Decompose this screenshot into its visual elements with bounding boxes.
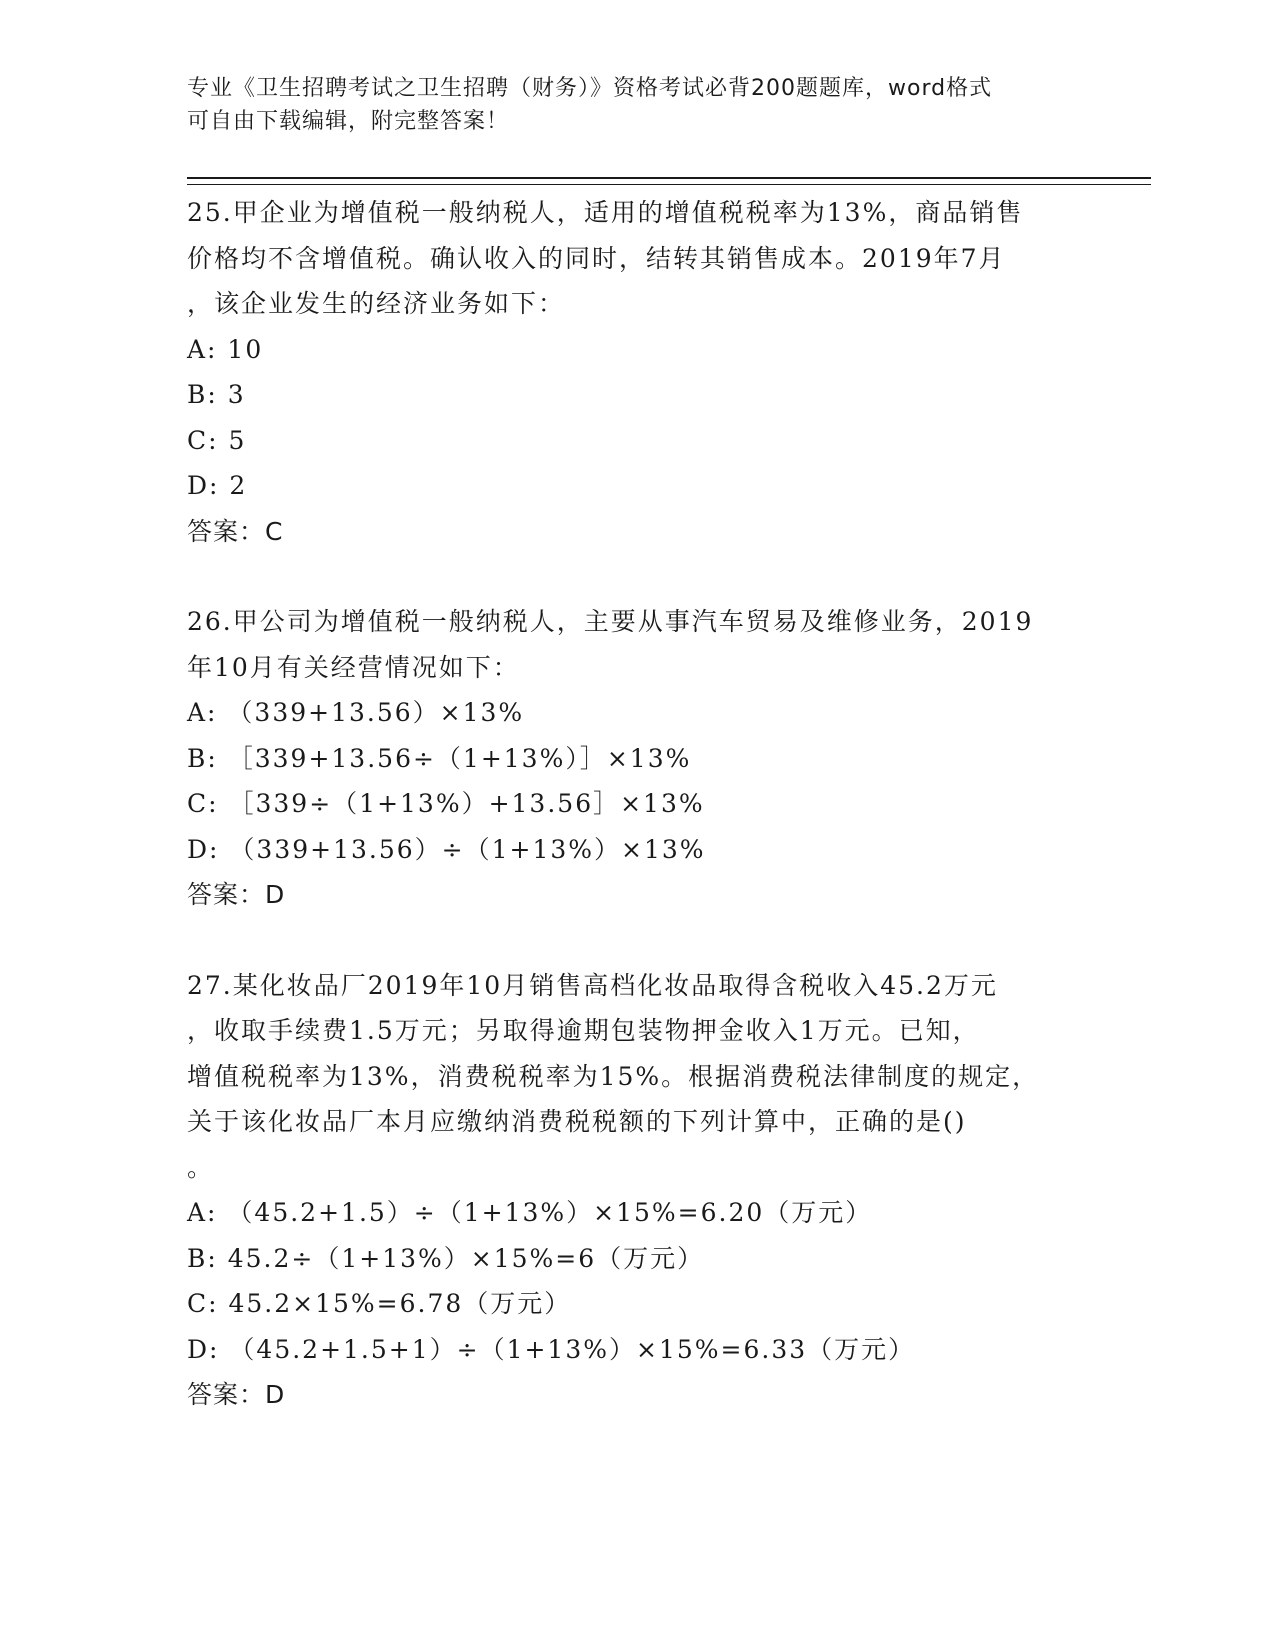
page-header — [187, 72, 1067, 138]
question-25 — [187, 190, 1087, 554]
question-list — [187, 190, 1087, 1463]
header-line-1: 专业《卫生招聘考试之卫生招聘（财务）》资格考试必背200题题库，word格式 — [187, 76, 993, 101]
option-b: B: 3 — [187, 380, 246, 409]
option-d: D: （339+13.56）÷（1+13%）×13% — [187, 834, 706, 864]
question-text-line: 关于该化妆品厂本月应缴纳消费税税额的下列计算中，正确的是() — [187, 1107, 967, 1136]
answer-label: 答案：D — [187, 880, 286, 909]
header-rule-thin — [187, 184, 1151, 185]
question-text-line: 26.甲公司为增值税一般纳税人，主要从事汽车贸易及维修业务，2019 — [187, 607, 1034, 636]
option-b: B: 45.2÷（1+13%）×15%=6（万元） — [187, 1243, 705, 1273]
option-d: D: （45.2+1.5+1）÷（1+13%）×15%=6.33（万元） — [187, 1334, 916, 1364]
question-text-line: 增值税税率为13%，消费税税率为15%。根据消费税法律制度的规定， — [187, 1061, 1040, 1091]
option-c: C: ［339÷（1+13%）+13.56］×13% — [187, 789, 705, 818]
option-a: A: （45.2+1.5）÷（1+13%）×15%=6.20（万元） — [187, 1198, 873, 1227]
question-text-line: ，该企业发生的经济业务如下： — [187, 289, 566, 318]
question-27 — [187, 963, 1087, 1418]
option-b: B: ［339+13.56÷（1+13%）］×13% — [187, 743, 692, 773]
question-text-line: 27.某化妆品厂2019年10月销售高档化妆品取得含税收入45.2万元 — [187, 970, 998, 1000]
option-c: C: 5 — [187, 425, 247, 455]
header-line-2: 可自由下载编辑，附完整答案！ — [187, 109, 510, 134]
option-a: A: 10 — [187, 334, 264, 364]
header-rule-thick — [187, 177, 1151, 179]
option-d: D: 2 — [187, 471, 248, 500]
option-c: C: 45.2×15%=6.78（万元） — [187, 1289, 572, 1318]
answer-label: 答案：D — [187, 1380, 286, 1409]
question-text-line: 25.甲企业为增值税一般纳税人，适用的增值税税率为13%，商品销售 — [187, 198, 1024, 227]
option-a: A: （339+13.56）×13% — [187, 698, 525, 727]
question-text-line: 年10月有关经营情况如下： — [187, 652, 520, 682]
question-26 — [187, 599, 1087, 918]
question-text-line: ，收取手续费1.5万元；另取得逾期包装物押金收入1万元。已知， — [187, 1016, 980, 1045]
answer-label: 答案：C — [187, 516, 284, 546]
question-text-line: 价格均不含增值税。确认收入的同时，结转其销售成本。2019年7月 — [187, 243, 1006, 273]
question-text-line: 。 — [187, 1152, 215, 1182]
